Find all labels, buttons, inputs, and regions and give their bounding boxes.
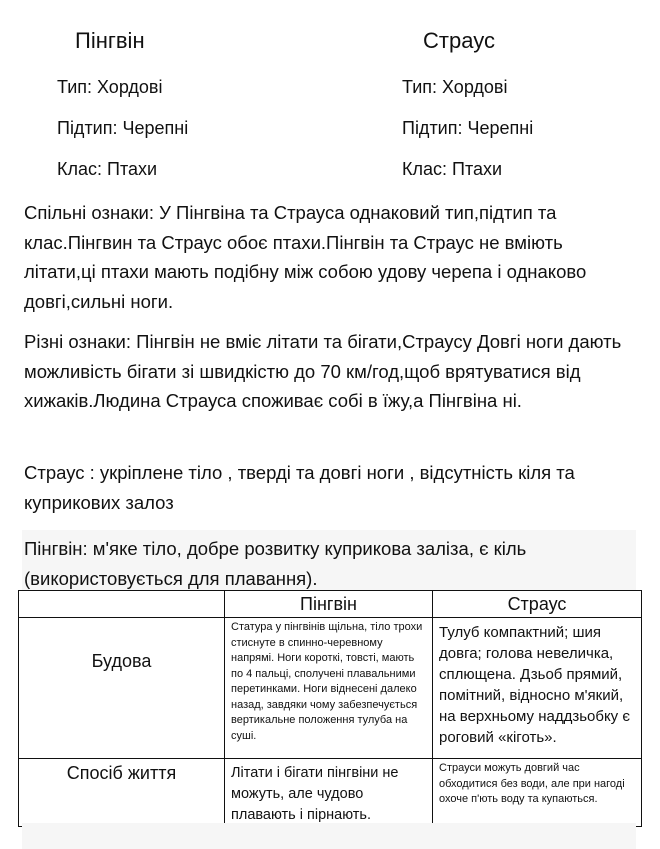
penguin-subtype: Підтип: Черепні — [57, 118, 189, 138]
row-label-structure: Будова — [91, 651, 152, 671]
ostrich-lifestyle-cell: Страуси можуть довгий час обходитися без води, але при нагоді охоче п'ють воду та купаються. — [433, 759, 642, 827]
penguin-lifestyle-cell: Літати і бігати пінгвіни не можуть, але чудово плавають і пірнають. — [225, 759, 433, 827]
table-header-empty — [19, 591, 225, 618]
table-row — [19, 759, 642, 827]
grey-band-bottom — [22, 823, 636, 849]
ostrich-title: Страус — [423, 28, 495, 53]
table-header-row — [19, 591, 642, 618]
penguin-type: Тип: Хордові — [57, 77, 163, 97]
row-label-cell — [19, 759, 225, 827]
ostrich-summary-paragraph: Страус : укріплене тіло , тверді та довгі ноги , відсутність кіля та куприкових залоз — [24, 462, 575, 513]
table-row — [19, 618, 642, 759]
row-label-lifestyle: Спосіб життя — [66, 763, 177, 783]
ostrich-type: Тип: Хордові — [402, 77, 508, 97]
penguin-title: Пінгвін — [75, 28, 145, 53]
penguin-class: Клас: Птахи — [57, 159, 158, 179]
common-features-paragraph: Спільні ознаки: У Пінгвіна та Страуса однаковий тип,підтип та клас.Пінгвин та Страус обоє птахи.Пінгвін та Страус не вміють літати,ці птахи мають подібну між собою удову черепа і однаково довгі,сильні ноги. — [24, 202, 587, 312]
penguin-structure-cell: Статура у пінгвінів щільна, тіло трохи стиснуте в спинно-черевному напрямі. Ноги короткі, товсті, мають по 4 пальці, сполучені плавальними перетинками. Ноги віднесені далеко назад, завдяки чому забезпечується вертикальне положення тулуба на суші. — [225, 618, 433, 759]
ostrich-structure-cell: Тулуб компактний; шия довга; голова невеличка, сплющена. Дзьоб прямий, помітний, відносно м'який, на верхньому наддзьобку є роговий «кіготь». — [433, 618, 642, 759]
different-features-paragraph: Різні ознаки: Пінгвін не вміє літати та бігати,Страусу Довгі ноги дають можливість бігати зі швидкістю до 70 км/год,щоб врятуватися від хижаків.Людина Страуса споживає собі в їжу,а Пінгвіна ні. — [24, 331, 622, 411]
ostrich-class: Клас: Птахи — [402, 159, 503, 179]
table-header-ostrich: Страус — [433, 591, 642, 618]
comparison-table — [18, 590, 642, 827]
table-header-penguin: Пінгвін — [225, 591, 433, 618]
ostrich-subtype: Підтип: Черепні — [402, 118, 534, 138]
row-label-cell — [19, 618, 225, 759]
penguin-summary-paragraph: Пінгвін: м'яке тіло, добре розвитку куприкова заліза, є кіль (використовується для плавання). — [24, 538, 527, 589]
